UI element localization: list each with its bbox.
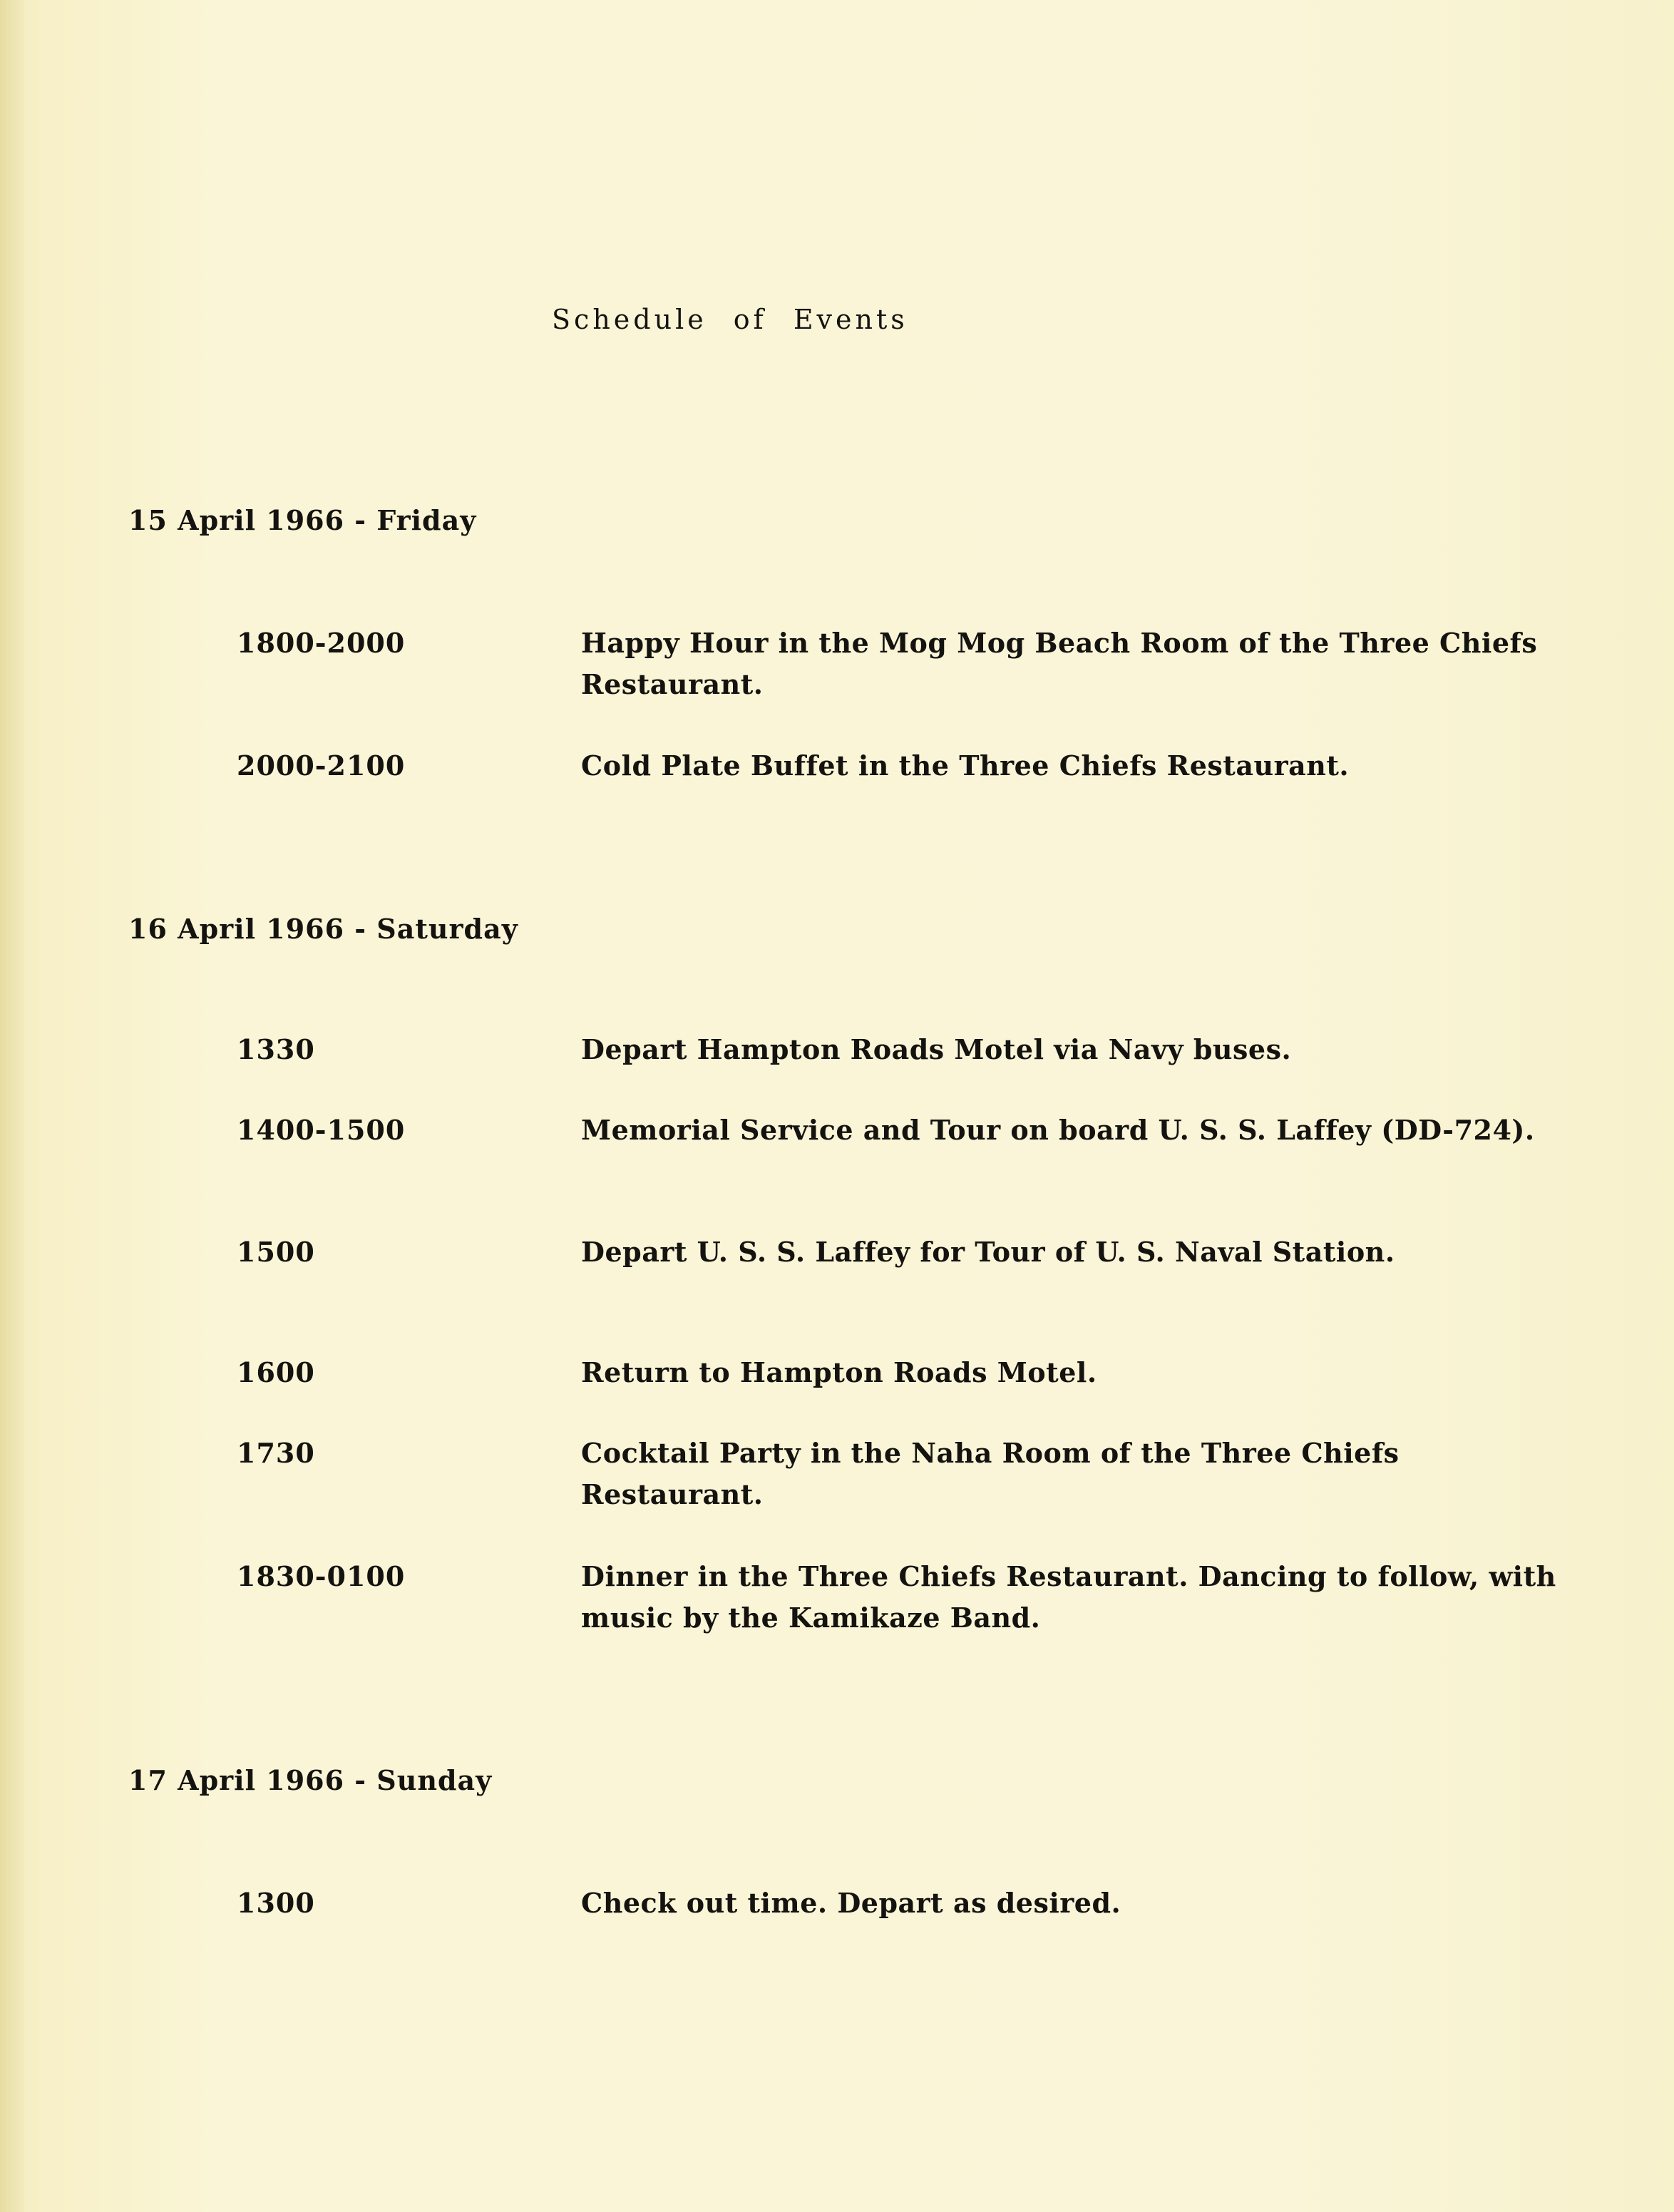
page-binding-edge xyxy=(0,0,24,2212)
event-description: Cocktail Party in the Naha Room of the Three Chiefs Restaurant. xyxy=(581,1437,1400,1510)
event-time: 1800-2000 xyxy=(237,627,406,659)
day-heading-saturday: 16 April 1966 - Saturday xyxy=(128,913,518,945)
event-time: 1400-1500 xyxy=(237,1114,406,1146)
event-description: Check out time. Depart as desired. xyxy=(581,1887,1121,1919)
event-time: 1300 xyxy=(237,1887,315,1919)
event-description: Happy Hour in the Mog Mog Beach Room of the Three Chiefs Restaurant. xyxy=(581,627,1538,700)
event-description: Return to Hampton Roads Motel. xyxy=(581,1356,1097,1388)
event-time: 1730 xyxy=(237,1437,315,1469)
event-description: Dinner in the Three Chiefs Restaurant. Dancing to follow, with music by the Kamikaze Band. xyxy=(581,1560,1556,1634)
page-title: Schedule of Events xyxy=(552,304,908,335)
event-description: Depart U. S. S. Laffey for Tour of U. S. Naval Station. xyxy=(581,1236,1395,1268)
day-heading-sunday: 17 April 1966 - Sunday xyxy=(128,1764,493,1796)
event-time: 1830-0100 xyxy=(237,1560,406,1592)
event-time: 1600 xyxy=(237,1356,315,1388)
event-description: Memorial Service and Tour on board U. S. S. Laffey (DD-724). xyxy=(581,1114,1535,1146)
event-description: Depart Hampton Roads Motel via Navy buses. xyxy=(581,1033,1292,1065)
event-time: 1330 xyxy=(237,1033,315,1065)
event-description: Cold Plate Buffet in the Three Chiefs Restaurant. xyxy=(581,749,1350,782)
day-heading-friday: 15 April 1966 - Friday xyxy=(128,504,477,536)
event-time: 2000-2100 xyxy=(237,749,406,782)
event-time: 1500 xyxy=(237,1236,315,1268)
